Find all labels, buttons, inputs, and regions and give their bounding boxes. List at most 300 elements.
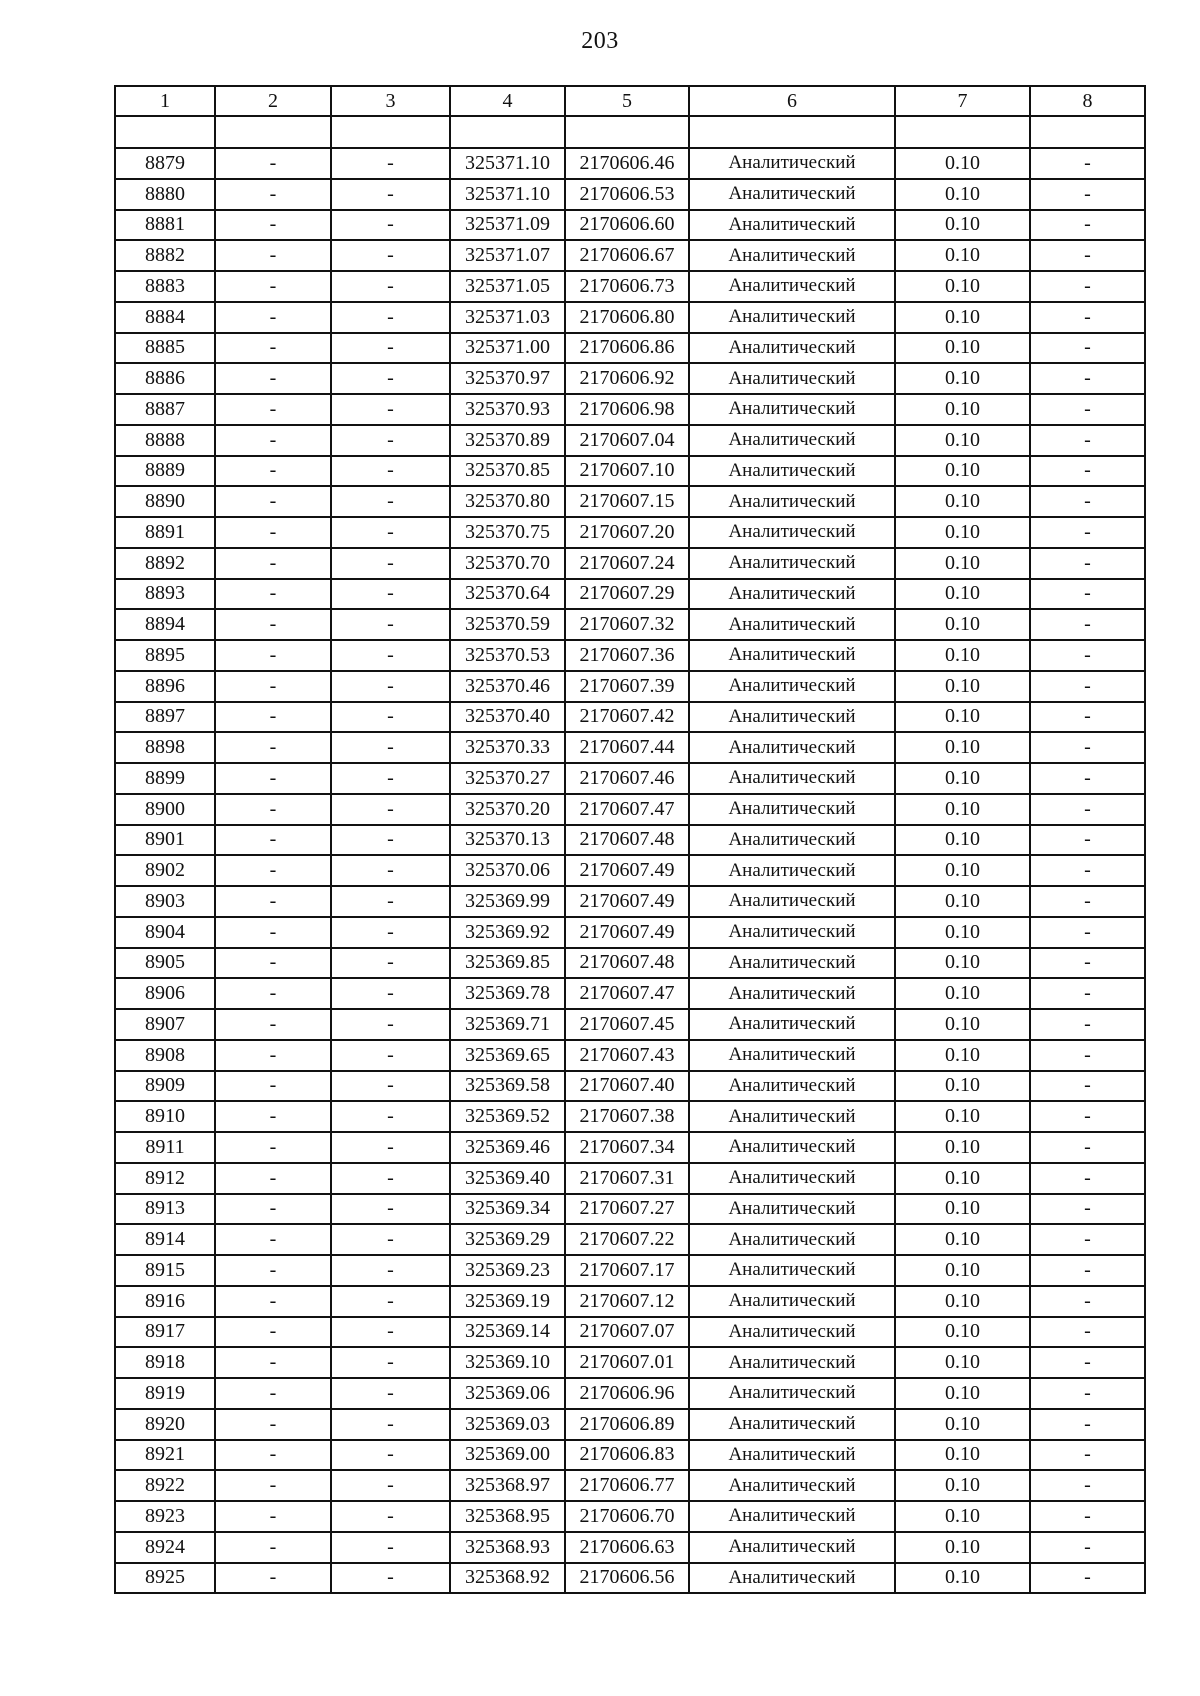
accuracy-cell: 0.10 <box>895 825 1030 856</box>
y-coordinate-cell: 2170607.36 <box>565 640 689 671</box>
col8-value-cell: - <box>1030 1194 1145 1225</box>
x-coordinate-cell: 325369.03 <box>450 1409 565 1440</box>
point-number-cell: 8905 <box>115 948 215 979</box>
col2-value-cell: - <box>215 394 331 425</box>
y-coordinate-cell: 2170606.83 <box>565 1440 689 1471</box>
table-row <box>115 671 1145 702</box>
point-number-cell: 8900 <box>115 794 215 825</box>
x-coordinate-cell: 325370.53 <box>450 640 565 671</box>
x-coordinate-cell: 325370.97 <box>450 363 565 394</box>
accuracy-cell: 0.10 <box>895 148 1030 179</box>
y-coordinate-cell: 2170607.45 <box>565 1009 689 1040</box>
x-coordinate-cell: 325369.34 <box>450 1194 565 1225</box>
point-number-cell: 8910 <box>115 1101 215 1132</box>
x-coordinate-cell: 325369.40 <box>450 1163 565 1194</box>
accuracy-cell: 0.10 <box>895 1378 1030 1409</box>
y-coordinate-cell: 2170607.47 <box>565 978 689 1009</box>
table-cell <box>895 116 1030 148</box>
col8-value-cell: - <box>1030 148 1145 179</box>
col8-value-cell: - <box>1030 1409 1145 1440</box>
col8-value-cell: - <box>1030 363 1145 394</box>
accuracy-cell: 0.10 <box>895 763 1030 794</box>
x-coordinate-cell: 325369.06 <box>450 1378 565 1409</box>
point-number-cell: 8917 <box>115 1317 215 1348</box>
col2-value-cell: - <box>215 271 331 302</box>
y-coordinate-cell: 2170607.42 <box>565 702 689 733</box>
col3-value-cell: - <box>331 763 450 794</box>
col8-value-cell: - <box>1030 1470 1145 1501</box>
method-cell: Аналитический <box>689 240 895 271</box>
column-header: 3 <box>331 86 450 116</box>
col8-value-cell: - <box>1030 886 1145 917</box>
point-number-cell: 8909 <box>115 1071 215 1102</box>
accuracy-cell: 0.10 <box>895 1132 1030 1163</box>
y-coordinate-cell: 2170607.43 <box>565 1040 689 1071</box>
col2-value-cell: - <box>215 917 331 948</box>
col2-value-cell: - <box>215 148 331 179</box>
method-cell: Аналитический <box>689 1132 895 1163</box>
y-coordinate-cell: 2170607.24 <box>565 548 689 579</box>
y-coordinate-cell: 2170606.77 <box>565 1470 689 1501</box>
x-coordinate-cell: 325368.97 <box>450 1470 565 1501</box>
x-coordinate-cell: 325371.00 <box>450 333 565 364</box>
point-number-cell: 8913 <box>115 1194 215 1225</box>
col3-value-cell: - <box>331 1255 450 1286</box>
table-row <box>115 609 1145 640</box>
x-coordinate-cell: 325370.85 <box>450 456 565 487</box>
col2-value-cell: - <box>215 1563 331 1594</box>
col2-value-cell: - <box>215 886 331 917</box>
col2-value-cell: - <box>215 486 331 517</box>
method-cell: Аналитический <box>689 302 895 333</box>
method-cell: Аналитический <box>689 1563 895 1594</box>
y-coordinate-cell: 2170607.39 <box>565 671 689 702</box>
table-cell <box>689 116 895 148</box>
col3-value-cell: - <box>331 240 450 271</box>
accuracy-cell: 0.10 <box>895 671 1030 702</box>
table-row <box>115 1317 1145 1348</box>
x-coordinate-cell: 325371.05 <box>450 271 565 302</box>
accuracy-cell: 0.10 <box>895 394 1030 425</box>
x-coordinate-cell: 325370.33 <box>450 732 565 763</box>
point-number-cell: 8911 <box>115 1132 215 1163</box>
point-number-cell: 8881 <box>115 210 215 241</box>
point-number-cell: 8912 <box>115 1163 215 1194</box>
x-coordinate-cell: 325371.03 <box>450 302 565 333</box>
x-coordinate-cell: 325371.10 <box>450 148 565 179</box>
col8-value-cell: - <box>1030 302 1145 333</box>
col8-value-cell: - <box>1030 210 1145 241</box>
col2-value-cell: - <box>215 1470 331 1501</box>
point-number-cell: 8898 <box>115 732 215 763</box>
col8-value-cell: - <box>1030 1132 1145 1163</box>
y-coordinate-cell: 2170606.46 <box>565 148 689 179</box>
x-coordinate-cell: 325371.10 <box>450 179 565 210</box>
col8-value-cell: - <box>1030 702 1145 733</box>
col2-value-cell: - <box>215 1071 331 1102</box>
accuracy-cell: 0.10 <box>895 486 1030 517</box>
col8-value-cell: - <box>1030 609 1145 640</box>
point-number-cell: 8880 <box>115 179 215 210</box>
col2-value-cell: - <box>215 240 331 271</box>
table-row <box>115 1501 1145 1532</box>
col3-value-cell: - <box>331 486 450 517</box>
method-cell: Аналитический <box>689 825 895 856</box>
point-number-cell: 8893 <box>115 579 215 610</box>
point-number-cell: 8925 <box>115 1563 215 1594</box>
col3-value-cell: - <box>331 1347 450 1378</box>
table-row <box>115 886 1145 917</box>
method-cell: Аналитический <box>689 271 895 302</box>
point-number-cell: 8908 <box>115 1040 215 1071</box>
col3-value-cell: - <box>331 302 450 333</box>
column-header: 7 <box>895 86 1030 116</box>
accuracy-cell: 0.10 <box>895 640 1030 671</box>
col3-value-cell: - <box>331 855 450 886</box>
col3-value-cell: - <box>331 1224 450 1255</box>
accuracy-cell: 0.10 <box>895 1409 1030 1440</box>
y-coordinate-cell: 2170607.10 <box>565 456 689 487</box>
x-coordinate-cell: 325369.65 <box>450 1040 565 1071</box>
y-coordinate-cell: 2170606.70 <box>565 1501 689 1532</box>
table-row <box>115 302 1145 333</box>
blank-row <box>115 116 1145 148</box>
col2-value-cell: - <box>215 579 331 610</box>
col3-value-cell: - <box>331 1101 450 1132</box>
point-number-cell: 8889 <box>115 456 215 487</box>
y-coordinate-cell: 2170606.60 <box>565 210 689 241</box>
y-coordinate-cell: 2170606.89 <box>565 1409 689 1440</box>
table-row <box>115 1470 1145 1501</box>
col2-value-cell: - <box>215 978 331 1009</box>
x-coordinate-cell: 325369.71 <box>450 1009 565 1040</box>
method-cell: Аналитический <box>689 1440 895 1471</box>
col2-value-cell: - <box>215 1409 331 1440</box>
col3-value-cell: - <box>331 333 450 364</box>
method-cell: Аналитический <box>689 548 895 579</box>
point-number-cell: 8897 <box>115 702 215 733</box>
point-number-cell: 8882 <box>115 240 215 271</box>
method-cell: Аналитический <box>689 425 895 456</box>
col2-value-cell: - <box>215 640 331 671</box>
accuracy-cell: 0.10 <box>895 240 1030 271</box>
col8-value-cell: - <box>1030 1532 1145 1563</box>
point-number-cell: 8894 <box>115 609 215 640</box>
method-cell: Аналитический <box>689 333 895 364</box>
col8-value-cell: - <box>1030 394 1145 425</box>
col8-value-cell: - <box>1030 1317 1145 1348</box>
table-row <box>115 517 1145 548</box>
method-cell: Аналитический <box>689 1409 895 1440</box>
table-row <box>115 763 1145 794</box>
method-cell: Аналитический <box>689 1532 895 1563</box>
col3-value-cell: - <box>331 210 450 241</box>
col3-value-cell: - <box>331 394 450 425</box>
col2-value-cell: - <box>215 732 331 763</box>
accuracy-cell: 0.10 <box>895 425 1030 456</box>
column-header: 2 <box>215 86 331 116</box>
col8-value-cell: - <box>1030 1009 1145 1040</box>
method-cell: Аналитический <box>689 609 895 640</box>
col8-value-cell: - <box>1030 1071 1145 1102</box>
y-coordinate-cell: 2170607.49 <box>565 917 689 948</box>
col8-value-cell: - <box>1030 763 1145 794</box>
accuracy-cell: 0.10 <box>895 1071 1030 1102</box>
col3-value-cell: - <box>331 978 450 1009</box>
x-coordinate-cell: 325369.52 <box>450 1101 565 1132</box>
column-number-header-row <box>115 86 1145 116</box>
accuracy-cell: 0.10 <box>895 702 1030 733</box>
table-row <box>115 1409 1145 1440</box>
col2-value-cell: - <box>215 1317 331 1348</box>
method-cell: Аналитический <box>689 486 895 517</box>
point-number-cell: 8903 <box>115 886 215 917</box>
table-row <box>115 240 1145 271</box>
table-row <box>115 1347 1145 1378</box>
col2-value-cell: - <box>215 1101 331 1132</box>
col8-value-cell: - <box>1030 333 1145 364</box>
table-row <box>115 148 1145 179</box>
col8-value-cell: - <box>1030 1101 1145 1132</box>
y-coordinate-cell: 2170607.32 <box>565 609 689 640</box>
y-coordinate-cell: 2170606.86 <box>565 333 689 364</box>
col8-value-cell: - <box>1030 1163 1145 1194</box>
table-row <box>115 1009 1145 1040</box>
point-number-cell: 8907 <box>115 1009 215 1040</box>
table-cell <box>1030 116 1145 148</box>
table-row <box>115 948 1145 979</box>
x-coordinate-cell: 325369.58 <box>450 1071 565 1102</box>
column-header: 8 <box>1030 86 1145 116</box>
x-coordinate-cell: 325370.70 <box>450 548 565 579</box>
method-cell: Аналитический <box>689 1224 895 1255</box>
col3-value-cell: - <box>331 579 450 610</box>
y-coordinate-cell: 2170606.67 <box>565 240 689 271</box>
col8-value-cell: - <box>1030 917 1145 948</box>
y-coordinate-cell: 2170607.01 <box>565 1347 689 1378</box>
table-row <box>115 456 1145 487</box>
col8-value-cell: - <box>1030 517 1145 548</box>
table-row <box>115 1440 1145 1471</box>
point-number-cell: 8890 <box>115 486 215 517</box>
y-coordinate-cell: 2170607.17 <box>565 1255 689 1286</box>
point-number-cell: 8924 <box>115 1532 215 1563</box>
table-row <box>115 1224 1145 1255</box>
x-coordinate-cell: 325370.13 <box>450 825 565 856</box>
point-number-cell: 8885 <box>115 333 215 364</box>
x-coordinate-cell: 325369.10 <box>450 1347 565 1378</box>
col2-value-cell: - <box>215 456 331 487</box>
x-coordinate-cell: 325370.06 <box>450 855 565 886</box>
accuracy-cell: 0.10 <box>895 1470 1030 1501</box>
method-cell: Аналитический <box>689 1194 895 1225</box>
col8-value-cell: - <box>1030 271 1145 302</box>
col8-value-cell: - <box>1030 548 1145 579</box>
col3-value-cell: - <box>331 917 450 948</box>
col3-value-cell: - <box>331 548 450 579</box>
col3-value-cell: - <box>331 671 450 702</box>
col2-value-cell: - <box>215 1286 331 1317</box>
method-cell: Аналитический <box>689 579 895 610</box>
col2-value-cell: - <box>215 1163 331 1194</box>
method-cell: Аналитический <box>689 1255 895 1286</box>
col3-value-cell: - <box>331 886 450 917</box>
x-coordinate-cell: 325369.46 <box>450 1132 565 1163</box>
method-cell: Аналитический <box>689 1347 895 1378</box>
accuracy-cell: 0.10 <box>895 363 1030 394</box>
accuracy-cell: 0.10 <box>895 302 1030 333</box>
accuracy-cell: 0.10 <box>895 1194 1030 1225</box>
col2-value-cell: - <box>215 1009 331 1040</box>
col3-value-cell: - <box>331 1194 450 1225</box>
col3-value-cell: - <box>331 1132 450 1163</box>
col2-value-cell: - <box>215 1440 331 1471</box>
col3-value-cell: - <box>331 609 450 640</box>
col8-value-cell: - <box>1030 240 1145 271</box>
col3-value-cell: - <box>331 179 450 210</box>
point-number-cell: 8883 <box>115 271 215 302</box>
x-coordinate-cell: 325370.40 <box>450 702 565 733</box>
col2-value-cell: - <box>215 548 331 579</box>
accuracy-cell: 0.10 <box>895 579 1030 610</box>
table-cell <box>450 116 565 148</box>
col3-value-cell: - <box>331 271 450 302</box>
y-coordinate-cell: 2170607.20 <box>565 517 689 548</box>
point-number-cell: 8914 <box>115 1224 215 1255</box>
col2-value-cell: - <box>215 794 331 825</box>
table-row <box>115 1071 1145 1102</box>
col3-value-cell: - <box>331 1009 450 1040</box>
table-row <box>115 548 1145 579</box>
col8-value-cell: - <box>1030 456 1145 487</box>
table-row <box>115 1255 1145 1286</box>
col3-value-cell: - <box>331 1286 450 1317</box>
x-coordinate-cell: 325370.80 <box>450 486 565 517</box>
col8-value-cell: - <box>1030 825 1145 856</box>
y-coordinate-cell: 2170607.38 <box>565 1101 689 1132</box>
method-cell: Аналитический <box>689 1317 895 1348</box>
col8-value-cell: - <box>1030 640 1145 671</box>
col8-value-cell: - <box>1030 179 1145 210</box>
method-cell: Аналитический <box>689 148 895 179</box>
col3-value-cell: - <box>331 1470 450 1501</box>
col3-value-cell: - <box>331 1440 450 1471</box>
x-coordinate-cell: 325369.92 <box>450 917 565 948</box>
col8-value-cell: - <box>1030 486 1145 517</box>
col3-value-cell: - <box>331 1163 450 1194</box>
column-header: 1 <box>115 86 215 116</box>
y-coordinate-cell: 2170607.07 <box>565 1317 689 1348</box>
point-number-cell: 8888 <box>115 425 215 456</box>
col2-value-cell: - <box>215 855 331 886</box>
table-row <box>115 1286 1145 1317</box>
table-row <box>115 1563 1145 1594</box>
col8-value-cell: - <box>1030 425 1145 456</box>
table-row <box>115 855 1145 886</box>
col8-value-cell: - <box>1030 1563 1145 1594</box>
y-coordinate-cell: 2170607.48 <box>565 948 689 979</box>
accuracy-cell: 0.10 <box>895 948 1030 979</box>
y-coordinate-cell: 2170607.34 <box>565 1132 689 1163</box>
col8-value-cell: - <box>1030 978 1145 1009</box>
accuracy-cell: 0.10 <box>895 1009 1030 1040</box>
col2-value-cell: - <box>215 363 331 394</box>
method-cell: Аналитический <box>689 732 895 763</box>
method-cell: Аналитический <box>689 1378 895 1409</box>
point-number-cell: 8892 <box>115 548 215 579</box>
point-number-cell: 8891 <box>115 517 215 548</box>
accuracy-cell: 0.10 <box>895 456 1030 487</box>
point-number-cell: 8896 <box>115 671 215 702</box>
x-coordinate-cell: 325370.93 <box>450 394 565 425</box>
accuracy-cell: 0.10 <box>895 1440 1030 1471</box>
col2-value-cell: - <box>215 702 331 733</box>
y-coordinate-cell: 2170606.53 <box>565 179 689 210</box>
y-coordinate-cell: 2170607.49 <box>565 886 689 917</box>
x-coordinate-cell: 325370.27 <box>450 763 565 794</box>
table-row <box>115 579 1145 610</box>
table-row <box>115 271 1145 302</box>
col2-value-cell: - <box>215 425 331 456</box>
table-row <box>115 179 1145 210</box>
table-row <box>115 1532 1145 1563</box>
method-cell: Аналитический <box>689 1286 895 1317</box>
x-coordinate-cell: 325369.14 <box>450 1317 565 1348</box>
accuracy-cell: 0.10 <box>895 886 1030 917</box>
method-cell: Аналитический <box>689 1009 895 1040</box>
x-coordinate-cell: 325371.07 <box>450 240 565 271</box>
x-coordinate-cell: 325370.20 <box>450 794 565 825</box>
page-number: 203 <box>581 28 619 54</box>
method-cell: Аналитический <box>689 456 895 487</box>
point-number-cell: 8915 <box>115 1255 215 1286</box>
col3-value-cell: - <box>331 1040 450 1071</box>
table-row <box>115 978 1145 1009</box>
col2-value-cell: - <box>215 671 331 702</box>
accuracy-cell: 0.10 <box>895 1040 1030 1071</box>
x-coordinate-cell: 325369.00 <box>450 1440 565 1471</box>
accuracy-cell: 0.10 <box>895 732 1030 763</box>
method-cell: Аналитический <box>689 517 895 548</box>
point-number-cell: 8923 <box>115 1501 215 1532</box>
method-cell: Аналитический <box>689 1163 895 1194</box>
point-number-cell: 8879 <box>115 148 215 179</box>
x-coordinate-cell: 325370.46 <box>450 671 565 702</box>
point-number-cell: 8899 <box>115 763 215 794</box>
accuracy-cell: 0.10 <box>895 548 1030 579</box>
table-cell <box>331 116 450 148</box>
x-coordinate-cell: 325368.92 <box>450 1563 565 1594</box>
col3-value-cell: - <box>331 702 450 733</box>
table-row <box>115 917 1145 948</box>
table-cell <box>565 116 689 148</box>
y-coordinate-cell: 2170607.46 <box>565 763 689 794</box>
accuracy-cell: 0.10 <box>895 210 1030 241</box>
col3-value-cell: - <box>331 1409 450 1440</box>
accuracy-cell: 0.10 <box>895 855 1030 886</box>
y-coordinate-cell: 2170607.49 <box>565 855 689 886</box>
table-row <box>115 1040 1145 1071</box>
point-number-cell: 8884 <box>115 302 215 333</box>
table-row <box>115 425 1145 456</box>
col8-value-cell: - <box>1030 1347 1145 1378</box>
x-coordinate-cell: 325371.09 <box>450 210 565 241</box>
col3-value-cell: - <box>331 1378 450 1409</box>
table-row <box>115 1163 1145 1194</box>
method-cell: Аналитический <box>689 1470 895 1501</box>
y-coordinate-cell: 2170606.73 <box>565 271 689 302</box>
x-coordinate-cell: 325369.29 <box>450 1224 565 1255</box>
